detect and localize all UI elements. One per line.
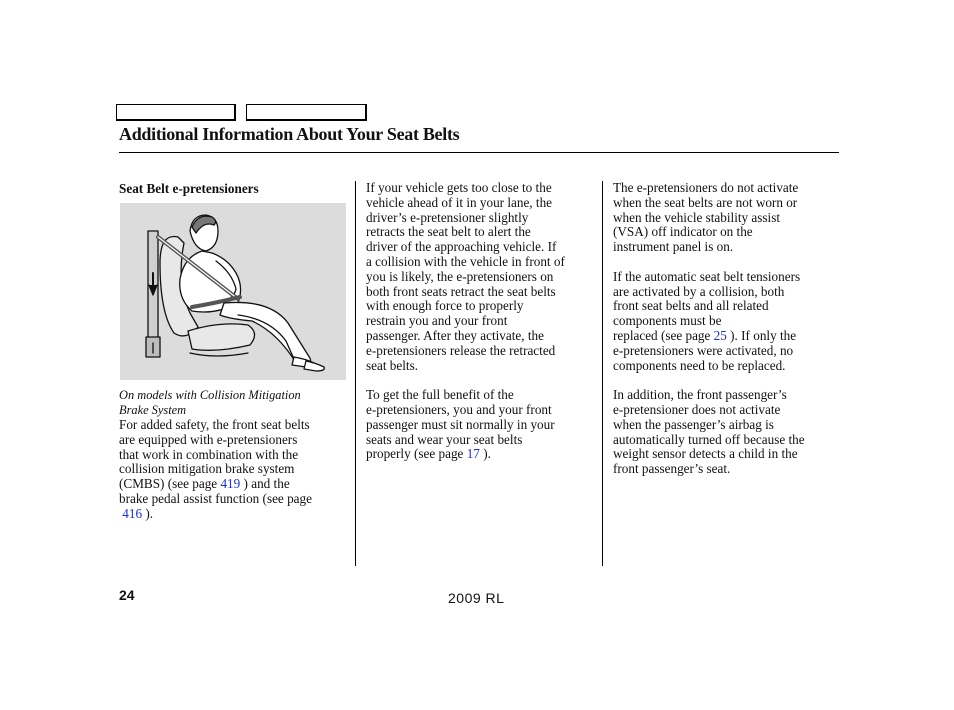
column-3-body <box>613 181 839 477</box>
text-line: that work in combination with the <box>119 446 299 462</box>
text-line: To get the full benefit of the <box>366 387 514 403</box>
text-line: when the seat belts are not worn or <box>613 194 798 210</box>
title-divider <box>119 152 839 153</box>
text-run: replaced (see page <box>613 327 714 343</box>
text-line: components need to be replaced. <box>613 357 786 373</box>
page-link-17[interactable]: 17 <box>466 446 480 462</box>
text-line: components must be <box>613 313 722 329</box>
text-line <box>119 477 354 492</box>
text-line: If your vehicle gets too close to the <box>366 180 552 195</box>
page-link-25[interactable]: 25 <box>713 327 727 343</box>
text-line: seats and wear your seat belts <box>366 431 523 447</box>
text-line <box>119 507 354 522</box>
text-line: front seat belts and all related <box>613 298 769 314</box>
text-line: with enough force to properly <box>366 298 524 314</box>
text-line: collision mitigation brake system <box>119 461 295 477</box>
text-line: vehicle ahead of it in your lane, the <box>366 194 553 210</box>
text-line: driver’s e-pretensioner slightly <box>366 209 529 225</box>
nav-button-previous[interactable] <box>116 104 236 121</box>
text-line <box>366 447 598 462</box>
nav-button-next[interactable] <box>246 104 367 121</box>
text-line: In addition, the front passenger’s <box>613 387 787 403</box>
figure-caption <box>119 388 349 418</box>
text-line: when the passenger’s airbag is <box>613 416 774 432</box>
page-number: 24 <box>119 587 135 603</box>
text-line: brake pedal assist function (see page <box>119 490 312 506</box>
text-line: For added safety, the front seat belts <box>119 417 310 432</box>
text-run: ) and the <box>240 476 290 492</box>
text-line: e-pretensioners, you and your front <box>366 401 552 417</box>
text-line: retracts the seat belt to alert the <box>366 224 531 240</box>
text-line: driver of the approaching vehicle. If <box>366 239 557 255</box>
text-line: passenger. After they activate, the <box>366 327 544 343</box>
text-line: seat belts. <box>366 357 419 373</box>
text-line: e-pretensioners were activated, no <box>613 342 794 358</box>
text-line: when the vehicle stability assist <box>613 209 781 225</box>
text-line: automatically turned off because the <box>613 431 805 447</box>
text-line: instrument panel is on. <box>613 239 734 255</box>
text-run: ). <box>479 446 491 462</box>
text-line: both front seats retract the seat belts <box>366 283 556 299</box>
page-title: Additional Information About Your Seat Belts <box>119 124 460 144</box>
text-line: The e-pretensioners do not activate <box>613 180 799 195</box>
seated-passenger-seatbelt-illustration <box>120 203 346 380</box>
text-line <box>613 329 839 344</box>
page-link-419[interactable]: 419 <box>220 476 241 492</box>
text-line: restrain you and your front <box>366 313 508 329</box>
text-line: e-pretensioners release the retracted <box>366 342 556 358</box>
column-1-body <box>119 418 354 522</box>
text-line: you is likely, the e-pretensioners on <box>366 268 554 284</box>
text-line: are activated by a collision, both <box>613 283 785 299</box>
text-run: (CMBS) (see page <box>119 476 221 492</box>
column-2-body <box>366 181 598 462</box>
text-run: ). <box>142 505 154 521</box>
text-line: are equipped with e-pretensioners <box>119 431 298 447</box>
paragraph-gap <box>366 373 598 388</box>
text-line: If the automatic seat belt tensioners <box>613 268 801 284</box>
section-subheading: Seat Belt e-pretensioners <box>119 181 259 196</box>
page-link-416[interactable]: 416 <box>122 505 143 521</box>
text-line: (VSA) off indicator on the <box>613 224 753 240</box>
text-run: ). If only the <box>726 327 797 343</box>
column-divider <box>355 181 356 566</box>
model-label: 2009 RL <box>448 590 505 606</box>
caption-line: On models with Collision Mitigation <box>119 388 301 402</box>
text-line: front passenger’s seat. <box>613 461 731 477</box>
column-divider <box>602 181 603 566</box>
text-line: passenger must sit normally in your <box>366 416 555 432</box>
text-line: weight sensor detects a child in the <box>613 446 798 462</box>
text-line: e-pretensioner does not activate <box>613 401 781 417</box>
text-run: properly (see page <box>366 446 467 462</box>
paragraph-gap <box>613 255 839 270</box>
text-line: a collision with the vehicle in front of <box>366 253 565 269</box>
paragraph-gap <box>613 373 839 388</box>
caption-line: Brake System <box>119 402 187 417</box>
